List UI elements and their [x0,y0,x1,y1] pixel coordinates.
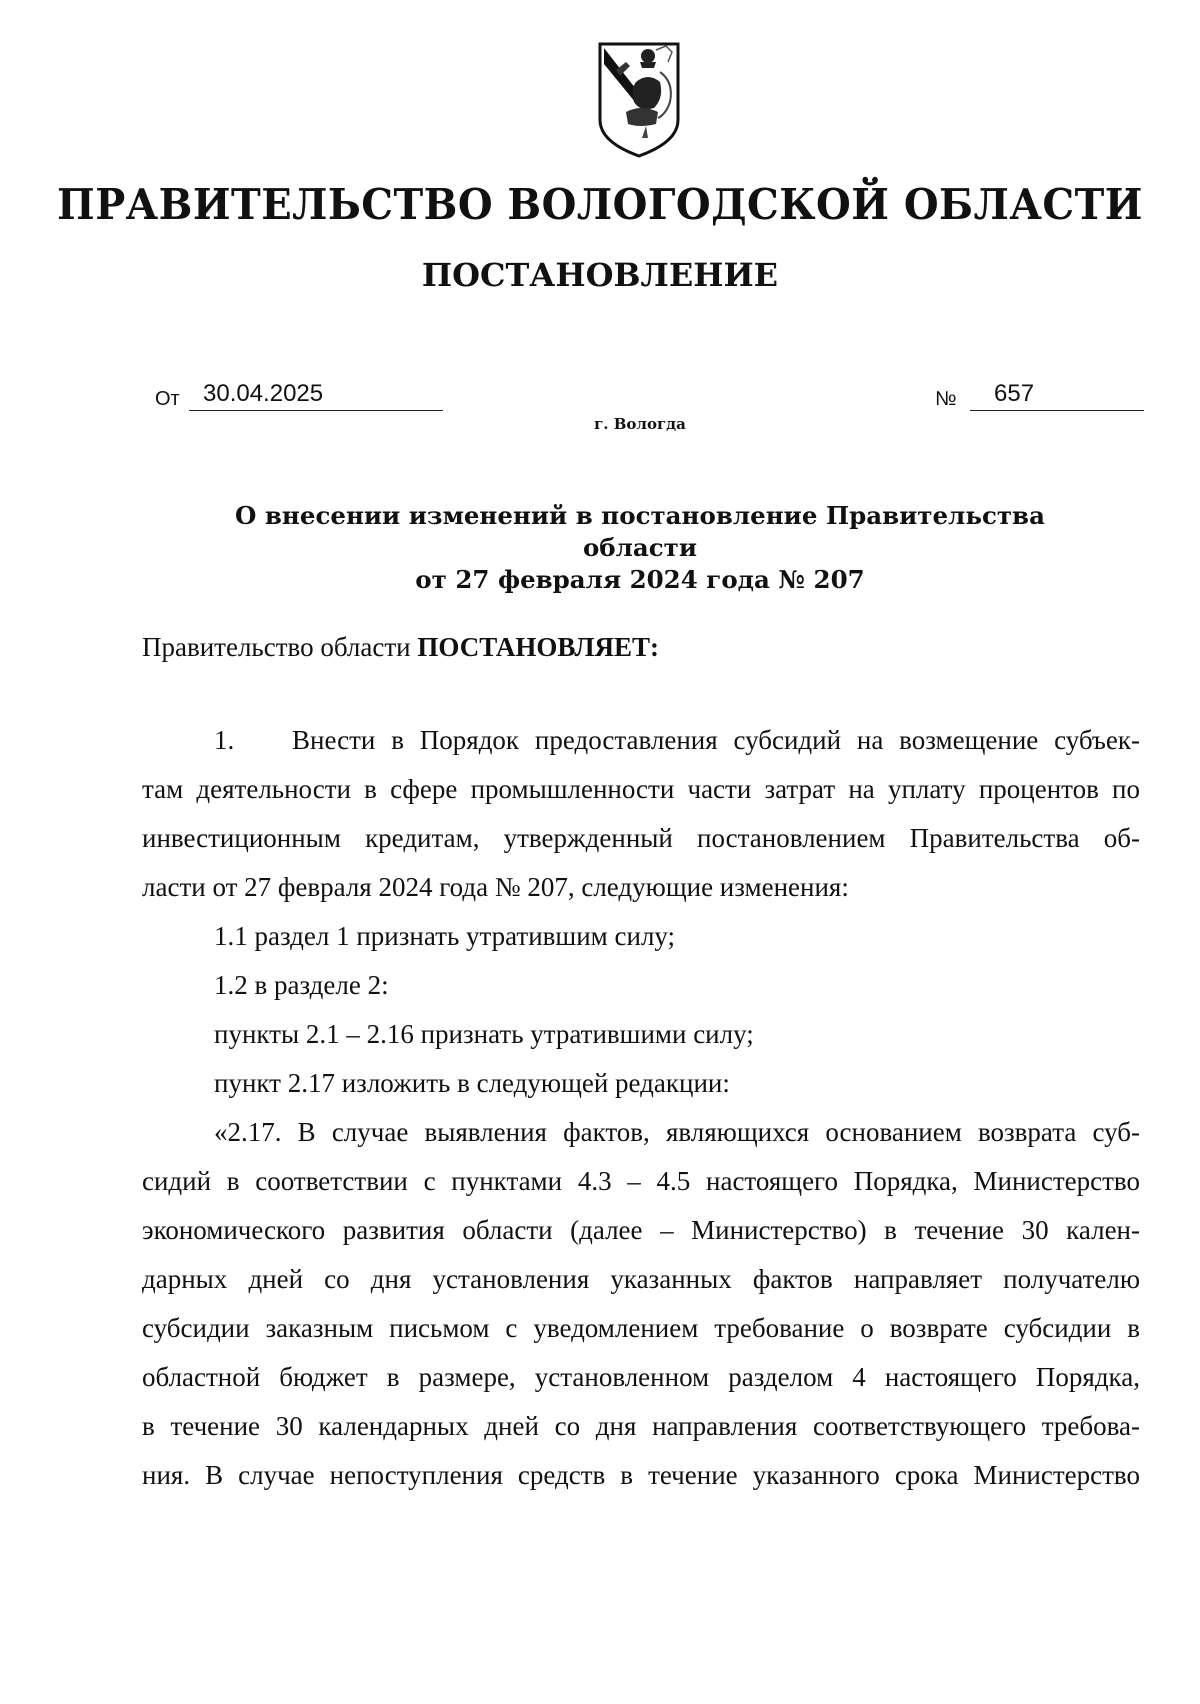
paragraph-line: пункт 2.17 изложить в следующей редакции: [214,1068,730,1098]
resolving-verb: ПОСТАНОВЛЯЕТ: [417,632,659,662]
coat-of-arms-icon [596,42,682,158]
subject-line: от 27 февраля 2024 года № 207 [415,565,865,594]
resolving-prefix: Правительство области [142,632,411,662]
paragraph-line: «2.17. В случае выявления фактов, являющихся основанием возврата суб- [214,1117,1140,1147]
authority-title: ПРАВИТЕЛЬСТВО ВОЛОГОДСКОЙ ОБЛАСТИ [57,180,1143,229]
subject-line: О внесении изменений в постановление Правительства области [235,501,1045,562]
resolving-clause [142,632,659,663]
city: г. Вологда [594,415,686,433]
paragraph-line: пункты 2.1 – 2.16 признать утратившими силу; [214,1019,754,1049]
item-text: Внести в Порядок предоставления субсидий на возмещение субъек- [292,725,1140,755]
paragraph-line: сидий в соответствии с пунктами 4.3 – 4.5 настоящего Порядка, Министерство [142,1166,1140,1196]
paragraph-line: областной бюджет в размере, установленном разделом 4 настоящего Порядка, [142,1362,1140,1392]
paragraph-line: дарных дней со дня установления указанных фактов направляет получателю [142,1264,1140,1294]
paragraph-line [142,716,1140,765]
item-number: 1. [214,725,235,755]
date-label: От [155,388,180,410]
document-type: ПОСТАНОВЛЕНИЕ [421,256,779,294]
paragraph-line: 1.1 раздел 1 признать утратившим силу; [214,921,676,951]
document-subject [190,500,1090,596]
paragraph-line: 1.2 в разделе 2: [214,970,389,1000]
document-number: 657 [970,382,1144,411]
paragraph-line: ния. В случае непоступления средств в течение указанного срока Министерство [142,1460,1140,1490]
paragraph-line: инвестиционным кредитам, утвержденный постановлением Правительства об- [142,823,1140,853]
paragraph-line: субсидии заказным письмом с уведомлением требование о возврате субсидии в [142,1313,1140,1343]
document-body [142,716,1140,1500]
paragraph-line: в течение 30 календарных дней со дня направления соответствующего требова- [142,1411,1140,1441]
number-label: № [935,388,957,410]
document-date: 30.04.2025 [189,382,443,411]
paragraph-line: ласти от 27 февраля 2024 года № 207, следующие изменения: [142,872,849,902]
paragraph-line: экономического развития области (далее – Министерство) в течение 30 кален- [142,1215,1140,1245]
paragraph-line: там деятельности в сфере промышленности части затрат на уплату процентов по [142,774,1140,804]
